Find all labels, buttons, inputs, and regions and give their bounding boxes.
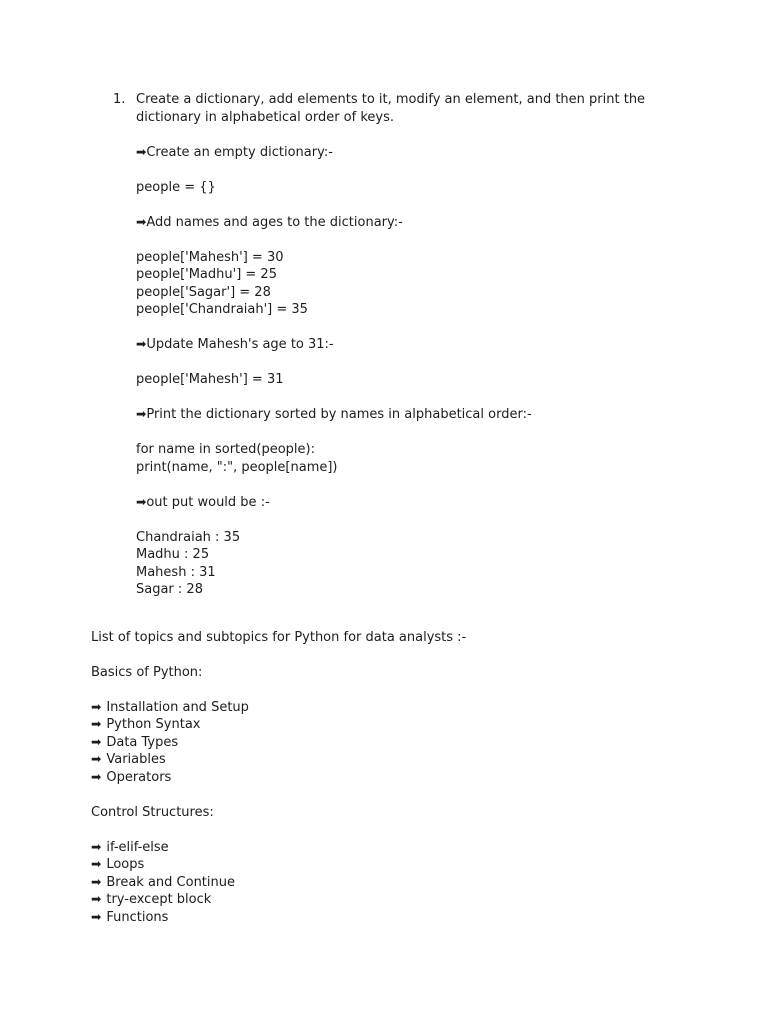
right-arrow-icon: ➡ — [136, 144, 147, 159]
question-blocks — [136, 144, 692, 599]
step-line — [136, 406, 692, 424]
code-line: Mahesh : 31 — [136, 564, 216, 580]
code-line: people['Mahesh'] = 30 — [136, 249, 284, 265]
right-arrow-icon: ➡ — [91, 717, 102, 731]
right-arrow-icon: ➡ — [136, 337, 147, 351]
question-body — [136, 91, 692, 599]
step-label: Update Mahesh's age to 31:- — [146, 337, 334, 352]
right-arrow-icon: ➡ — [91, 769, 102, 784]
step-label: Print the dictionary sorted by names in alphabetical order:- — [146, 407, 532, 422]
code-block — [136, 441, 692, 476]
code-line: people['Mahesh'] = 31 — [136, 372, 284, 387]
topic-item-label: Data Types — [106, 734, 179, 750]
topic-item-label: try-except block — [106, 892, 212, 907]
topic-heading: Control Structures: — [91, 804, 214, 820]
topic-items — [91, 839, 691, 927]
code-line: Chandraiah : 35 — [136, 529, 241, 545]
topics-intro: List of topics and subtopics for Python for data analysts :- — [91, 629, 467, 645]
topic-item — [91, 909, 691, 927]
step-line — [136, 336, 692, 354]
code-line: Madhu : 25 — [136, 547, 210, 562]
code-line: people['Sagar'] = 28 — [136, 284, 271, 300]
right-arrow-icon: ➡ — [91, 839, 102, 854]
step-label: Create an empty dictionary:- — [146, 144, 333, 160]
topic-item-label: Functions — [106, 909, 169, 925]
code-block — [136, 179, 692, 197]
right-arrow-icon: ➡ — [91, 874, 102, 889]
topic-item-label: Break and Continue — [106, 874, 235, 890]
topic-item — [91, 734, 691, 752]
step-line — [136, 144, 692, 162]
code-line: for name in sorted(people): — [136, 442, 315, 457]
topic-group — [91, 804, 691, 927]
right-arrow-icon: ➡ — [91, 752, 102, 766]
topic-item — [91, 856, 691, 874]
code-line: people['Madhu'] = 25 — [136, 267, 277, 282]
code-line: Sagar : 28 — [136, 582, 203, 597]
right-arrow-icon: ➡ — [136, 214, 147, 229]
code-line: people['Chandraiah'] = 35 — [136, 302, 308, 317]
topic-item — [91, 769, 691, 787]
topic-item-label: Python Syntax — [106, 717, 201, 732]
code-line: people = {} — [136, 179, 216, 195]
topics-section — [91, 629, 691, 927]
topic-items — [91, 699, 691, 787]
step-line — [136, 494, 692, 512]
step-label: Add names and ages to the dictionary:- — [146, 214, 403, 230]
topic-item-label: Variables — [106, 752, 166, 767]
step-label: out put would be :- — [146, 494, 270, 510]
topic-item-label: Loops — [106, 857, 145, 872]
question-number: 1. — [113, 92, 126, 107]
step-line — [136, 214, 692, 232]
right-arrow-icon: ➡ — [91, 909, 102, 924]
topic-sections — [91, 664, 691, 927]
right-arrow-icon: ➡ — [91, 857, 102, 871]
topic-group — [91, 664, 691, 787]
topic-item — [91, 874, 691, 892]
code-block — [136, 371, 692, 389]
code-line: print(name, ":", people[name]) — [136, 459, 338, 475]
topic-item — [91, 751, 691, 769]
question-text: Create a dictionary, add elements to it, modify an element, and then print the dictionary in alphabetical order of keys. — [136, 92, 646, 125]
topic-item — [91, 839, 691, 857]
topic-item-label: Operators — [106, 769, 172, 785]
right-arrow-icon: ➡ — [91, 699, 102, 714]
topic-item-label: if-elif-else — [106, 839, 169, 855]
topic-item-label: Installation and Setup — [106, 699, 249, 715]
code-block — [136, 529, 692, 599]
topic-item — [91, 699, 691, 717]
topic-heading: Basics of Python: — [91, 664, 203, 680]
topic-item — [91, 716, 691, 734]
question-item — [113, 91, 768, 599]
right-arrow-icon: ➡ — [91, 734, 102, 749]
topic-item — [91, 891, 691, 909]
right-arrow-icon: ➡ — [136, 494, 147, 509]
right-arrow-icon: ➡ — [136, 407, 147, 421]
code-block — [136, 249, 692, 319]
right-arrow-icon: ➡ — [91, 892, 102, 906]
